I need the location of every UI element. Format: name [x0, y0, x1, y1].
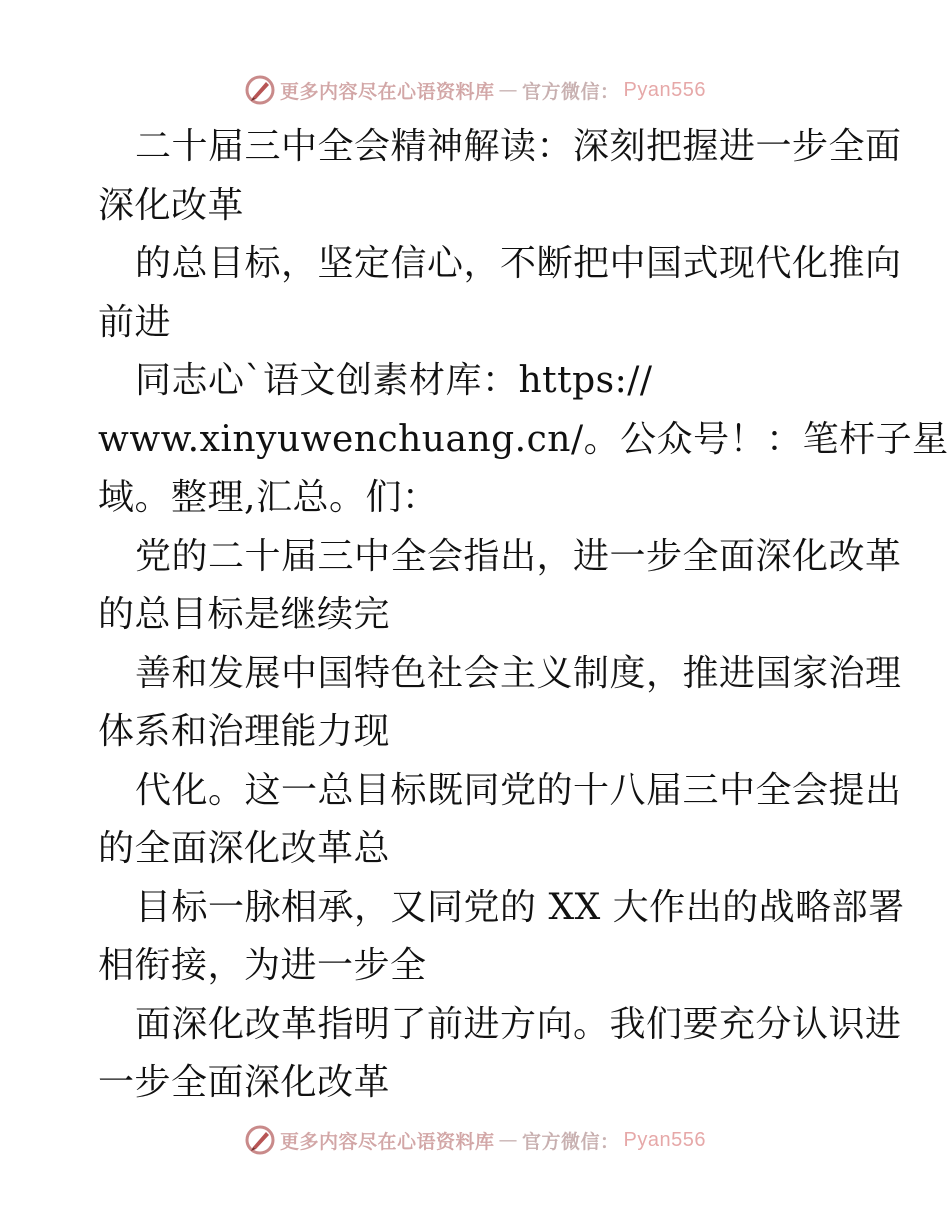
text-line: 体系和治理能力现: [98, 711, 391, 752]
banner-wechat-id: Pyan556: [623, 1128, 706, 1151]
text-line: www.xinyuwenchuang.cn/。公众号！：笔杆子星: [98, 418, 949, 460]
text-line: 的总目标是继续完: [98, 594, 391, 635]
text-line: 相衔接，为进一步全: [98, 945, 427, 986]
text-line: 的全面深化改革总: [98, 828, 391, 869]
banner-wechat-label: 官方微信：: [522, 1130, 620, 1153]
pen-logo-icon: [244, 1124, 276, 1156]
document-body: [98, 118, 949, 1113]
banner-main-text: 更多内容尽在心语资料库: [280, 80, 495, 103]
header-banner: [0, 70, 950, 110]
footer-banner: [0, 1120, 950, 1160]
text-line: 同志心`语文创素材库：https://: [135, 360, 653, 401]
text-line: 前进: [98, 301, 172, 343]
text-line: 代化。这一总目标既同党的十八届三中全会提出: [135, 769, 902, 811]
text-line: 面深化改革指明了前进方向。我们要充分认识进: [135, 1003, 902, 1045]
banner-main-text: 更多内容尽在心语资料库: [280, 1130, 495, 1153]
banner-wechat-label: 官方微信：: [522, 80, 620, 103]
banner-wechat-id: Pyan556: [623, 78, 706, 101]
banner-dash: —: [498, 79, 519, 101]
text-line: 深化改革: [98, 184, 245, 226]
text-line: 善和发展中国特色社会主义制度，推进国家治理: [135, 652, 902, 694]
text-line: 一步全面深化改革: [98, 1062, 391, 1103]
text-line: 目标一脉相承，又同党的 XX 大作出的战略部署: [135, 886, 905, 928]
pen-logo-icon: [244, 74, 276, 106]
text-line: 二十届三中全会精神解读：深刻把握进一步全面: [135, 126, 902, 167]
text-line: 的总目标，坚定信心，不断把中国式现代化推向: [135, 243, 902, 284]
text-line: 域。整理,汇总。们：: [98, 477, 439, 518]
banner-dash: —: [498, 1129, 519, 1151]
text-line: 党的二十届三中全会指出，进一步全面深化改革: [135, 535, 902, 577]
